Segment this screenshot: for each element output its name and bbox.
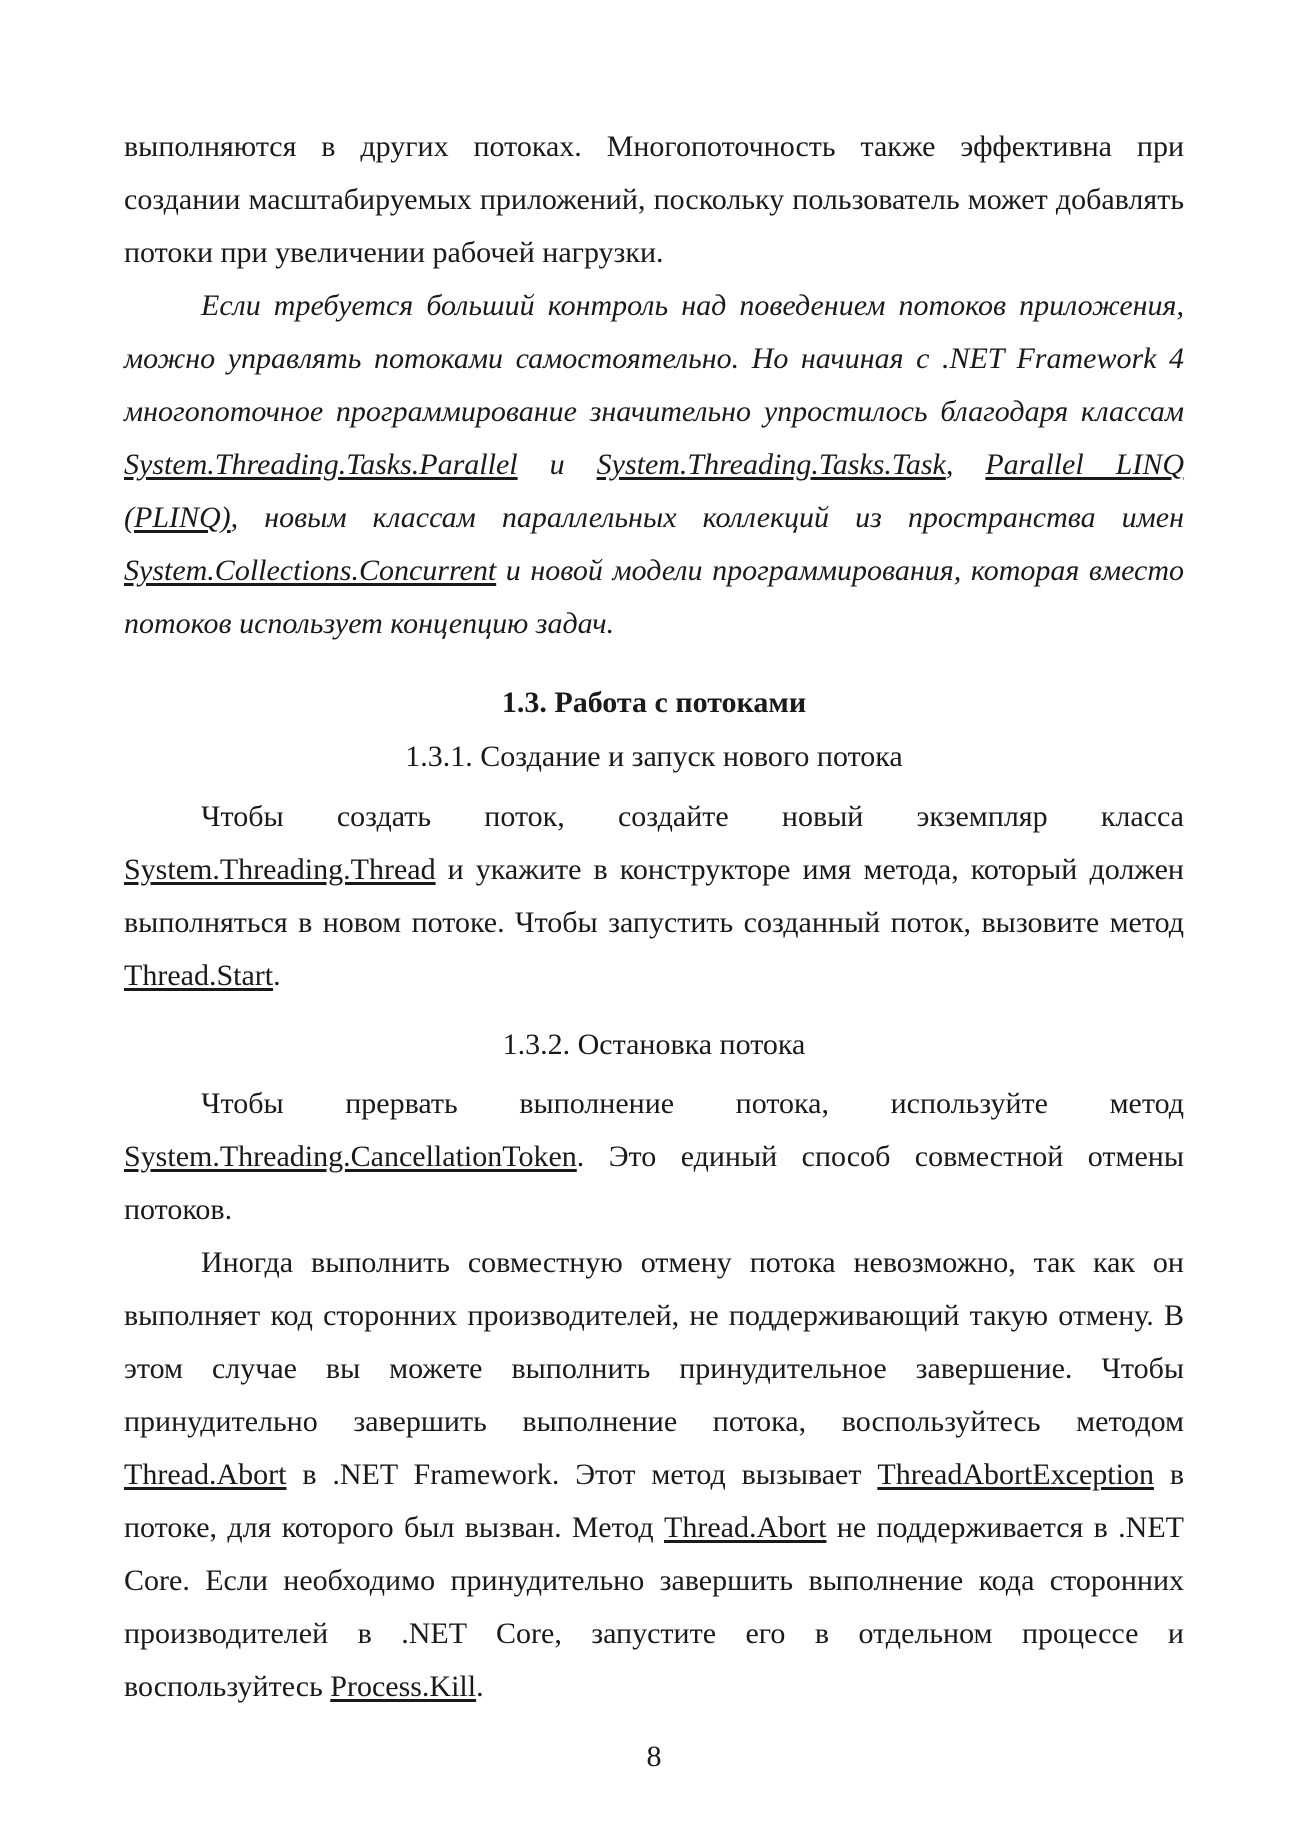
link-concurrent-namespace[interactable]: System.Collections.Concurrent: [124, 554, 497, 587]
link-thread-class[interactable]: System.Threading.Thread: [124, 853, 436, 886]
paragraph-cancel-thread: [124, 1077, 1184, 1236]
text-run: Чтобы прервать выполнение потока, используйте метод: [201, 1087, 1184, 1120]
text-run: в потоке, для которого был вызван. Метод: [124, 1458, 1184, 1544]
text-run: .: [273, 959, 281, 992]
paragraph-italic-note: [124, 279, 1184, 650]
text-run: Если требуется больший контроль над поведением потоков приложения, можно управлять потоками самостоятельно. Но начиная с .NET Framework 4 многопоточное программирование значительно упростилось благодаря классам: [124, 289, 1184, 428]
page-number: 8: [646, 1740, 662, 1773]
link-plinq[interactable]: Parallel LINQ (PLINQ): [124, 448, 1185, 534]
text-run: .: [476, 1670, 484, 1703]
text-run: и укажите в конструкторе имя метода, который должен выполняться в новом потоке. Чтобы запустить созданный поток, вызовите метод: [124, 853, 1184, 939]
subsection-title-stop: 1.3.2. Остановка потока: [502, 1028, 806, 1061]
text-run: ,: [945, 448, 986, 481]
link-thread-abort-2[interactable]: Thread.Abort: [664, 1511, 827, 1544]
text-run: , новым классам параллельных коллекций из пространства имен: [230, 501, 1184, 534]
link-process-kill[interactable]: Process.Kill: [330, 1670, 477, 1703]
text-run: Иногда выполнить совместную отмену потока невозможно, так как он выполняет код сторонних производителей, не поддерживающий такую отмену. В этом случае вы можете выполнить принудительное завершение. Чтобы принудительно завершить выполнение потока, воспользуйтесь методом: [124, 1246, 1184, 1438]
text-run: в .NET Framework. Этот метод вызывает: [286, 1458, 878, 1491]
link-parallel-class[interactable]: System.Threading.Tasks.Parallel: [124, 448, 518, 481]
link-task-class[interactable]: System.Threading.Tasks.Task: [596, 448, 946, 481]
paragraph-continuation: выполняются в других потоках. Многопоточность также эффективна при создании масштабируемых приложений, поскольку пользователь может добавлять потоки при увеличении рабочей нагрузки.: [124, 130, 1184, 269]
text-run: и: [517, 448, 597, 481]
text-run: . Это единый способ совместной отмены потоков.: [124, 1140, 1184, 1226]
text-run: Чтобы создать поток, создайте новый экземпляр класса: [201, 800, 1184, 833]
link-thread-start[interactable]: Thread.Start: [124, 959, 274, 992]
paragraph-create-thread: [124, 790, 1184, 1002]
paragraph-abort-thread: [124, 1236, 1184, 1713]
link-cancellation-token[interactable]: System.Threading.CancellationToken: [124, 1140, 577, 1173]
section-title: 1.3. Работа с потоками: [501, 686, 807, 719]
text-run: и новой модели программирования, которая вместо потоков использует концепцию задач.: [124, 554, 1184, 640]
subsection-title-create: 1.3.1. Создание и запуск нового потока: [405, 740, 903, 773]
link-thread-abort-exception[interactable]: ThreadAbortException: [877, 1458, 1154, 1491]
link-thread-abort[interactable]: Thread.Abort: [124, 1458, 287, 1491]
text-run: не поддерживается в .NET Core. Если необходимо принудительно завершить выполнение кода сторонних производителей в .NET Core, запустите его в отдельном процессе и воспользуйтесь: [124, 1511, 1184, 1703]
